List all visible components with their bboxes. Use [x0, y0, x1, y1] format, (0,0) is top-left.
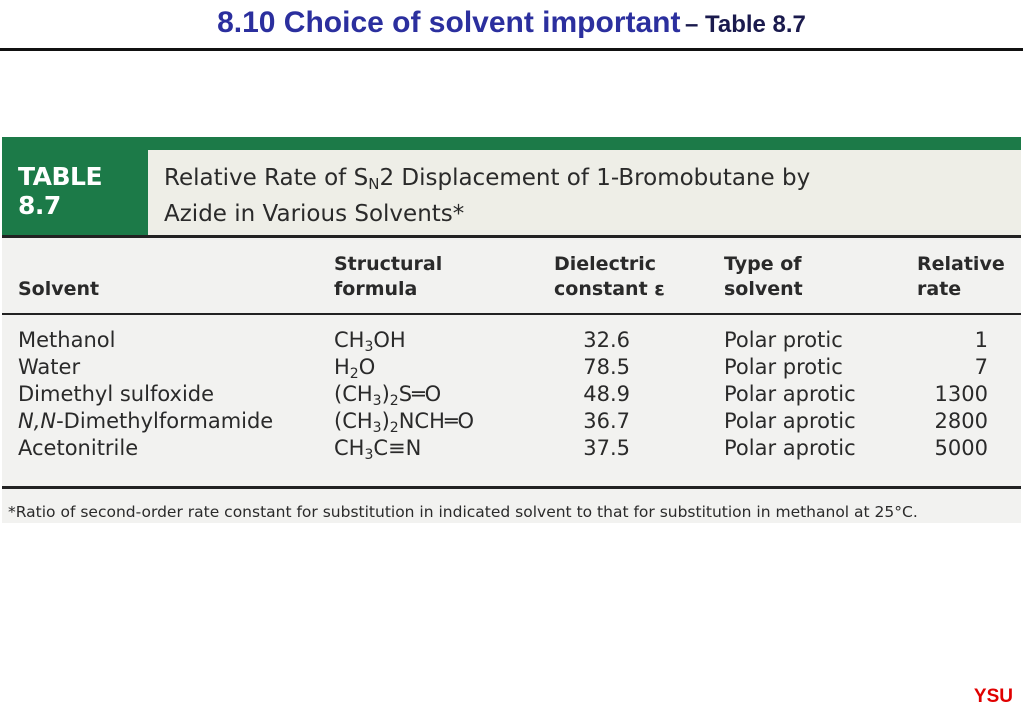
table-cell-dielectric: 78.5	[583, 355, 630, 379]
column-header-line: formula	[334, 278, 418, 300]
solvent-name: Methanol	[18, 328, 116, 352]
solvent-name: Dimethyl sulfoxide	[18, 382, 215, 406]
formula-subscript: 2	[389, 393, 399, 409]
column-header	[18, 277, 99, 302]
table-footnote: *Ratio of second-order rate constant for substitution in indicated solvent to that for substitution in methanol at 25°C.	[8, 503, 918, 521]
table-card	[2, 137, 1021, 523]
column-header	[724, 252, 803, 302]
table-cell-rate: 7	[974, 355, 988, 379]
table-column-rate	[892, 327, 988, 462]
caption-subscript: N	[368, 175, 380, 193]
column-header-line: Dielectric	[554, 253, 657, 275]
column-header	[917, 252, 1005, 302]
table-caption	[164, 163, 884, 229]
column-header	[554, 252, 665, 302]
formula-subscript: 3	[372, 393, 382, 409]
formula-part: NCH═O	[398, 409, 475, 433]
column-header-line: Solvent	[18, 278, 100, 300]
table-column-dielectric	[554, 327, 630, 462]
formula-part: )	[381, 409, 390, 433]
slide-title-subtitle: – Table 8.7	[684, 11, 806, 38]
table-cell-solvent	[18, 381, 318, 408]
table-cell-formula	[334, 327, 544, 354]
table-cell-formula	[334, 381, 544, 408]
table-cell-formula	[334, 435, 544, 462]
table-cell-solvent	[18, 327, 318, 354]
formula-part: O	[358, 355, 376, 379]
caption-line2: Azide in Various Solvents*	[164, 201, 465, 227]
formula-part: (CH	[334, 409, 373, 433]
table-cell-dielectric: 32.6	[583, 328, 630, 352]
formula-subscript: 3	[364, 447, 374, 463]
table-cell-type: Polar aprotic	[724, 436, 856, 460]
table-cell-solvent	[18, 354, 318, 381]
formula-subscript: 2	[389, 420, 399, 436]
table-cell-solvent	[18, 408, 318, 435]
solvent-name: Water	[18, 355, 81, 379]
column-header-line: solvent	[724, 278, 803, 300]
table-column-formula	[334, 327, 544, 462]
column-header-line: Relative	[917, 253, 1005, 275]
formula-part: H	[334, 355, 350, 379]
table-cell-rate: 5000	[934, 436, 988, 460]
formula-part: (CH	[334, 382, 373, 406]
slide-title	[0, 6, 1023, 40]
table-cell-rate: 1300	[934, 382, 988, 406]
formula-subscript: 3	[372, 420, 382, 436]
table-rule-mid	[2, 313, 1021, 315]
formula-subscript: 2	[349, 366, 359, 382]
title-divider	[0, 48, 1023, 51]
column-header-line: Structural	[334, 253, 443, 275]
table-cell-formula	[334, 354, 544, 381]
formula-part: CH	[334, 328, 365, 352]
caption-post: 2 Displacement of 1-Bromobutane by	[379, 165, 811, 191]
formula-part: )	[381, 382, 390, 406]
table-top-bar	[2, 137, 1021, 150]
table-rule-bottom	[2, 486, 1021, 489]
table-cell-dielectric: 36.7	[583, 409, 630, 433]
table-cell-dielectric: 37.5	[583, 436, 630, 460]
table-column-type	[724, 327, 894, 462]
column-header-line: Type of	[724, 253, 802, 275]
solvent-name: Acetonitrile	[18, 436, 139, 460]
column-header-line: rate	[917, 278, 962, 300]
ysu-logo: YSU	[973, 686, 1013, 707]
table-column-solvent	[18, 327, 318, 462]
caption-line1	[164, 165, 810, 191]
table-cell-rate: 1	[974, 328, 988, 352]
solvent-italic-prefix: N,N	[18, 409, 57, 433]
column-header-line: constant ε	[554, 278, 665, 300]
table-rule-top	[2, 235, 1021, 238]
solvent-name: -Dimethylformamide	[56, 409, 274, 433]
column-header	[334, 252, 442, 302]
formula-part: CH	[334, 436, 365, 460]
formula-subscript: 3	[364, 339, 374, 355]
table-label: TABLE 8.7	[2, 137, 148, 235]
slide-title-main: 8.10 Choice of solvent important	[217, 6, 681, 39]
table-cell-dielectric: 48.9	[583, 382, 630, 406]
table-cell-type: Polar aprotic	[724, 409, 856, 433]
table-cell-type: Polar aprotic	[724, 382, 856, 406]
formula-part: OH	[373, 328, 406, 352]
formula-part: C≡N	[373, 436, 422, 460]
table-cell-type: Polar protic	[724, 355, 843, 379]
table-cell-type: Polar protic	[724, 328, 843, 352]
formula-part: S═O	[398, 382, 442, 406]
table-cell-rate: 2800	[934, 409, 988, 433]
table-cell-solvent	[18, 435, 318, 462]
caption-pre: Relative Rate of S	[164, 165, 369, 191]
table-cell-formula	[334, 408, 544, 435]
